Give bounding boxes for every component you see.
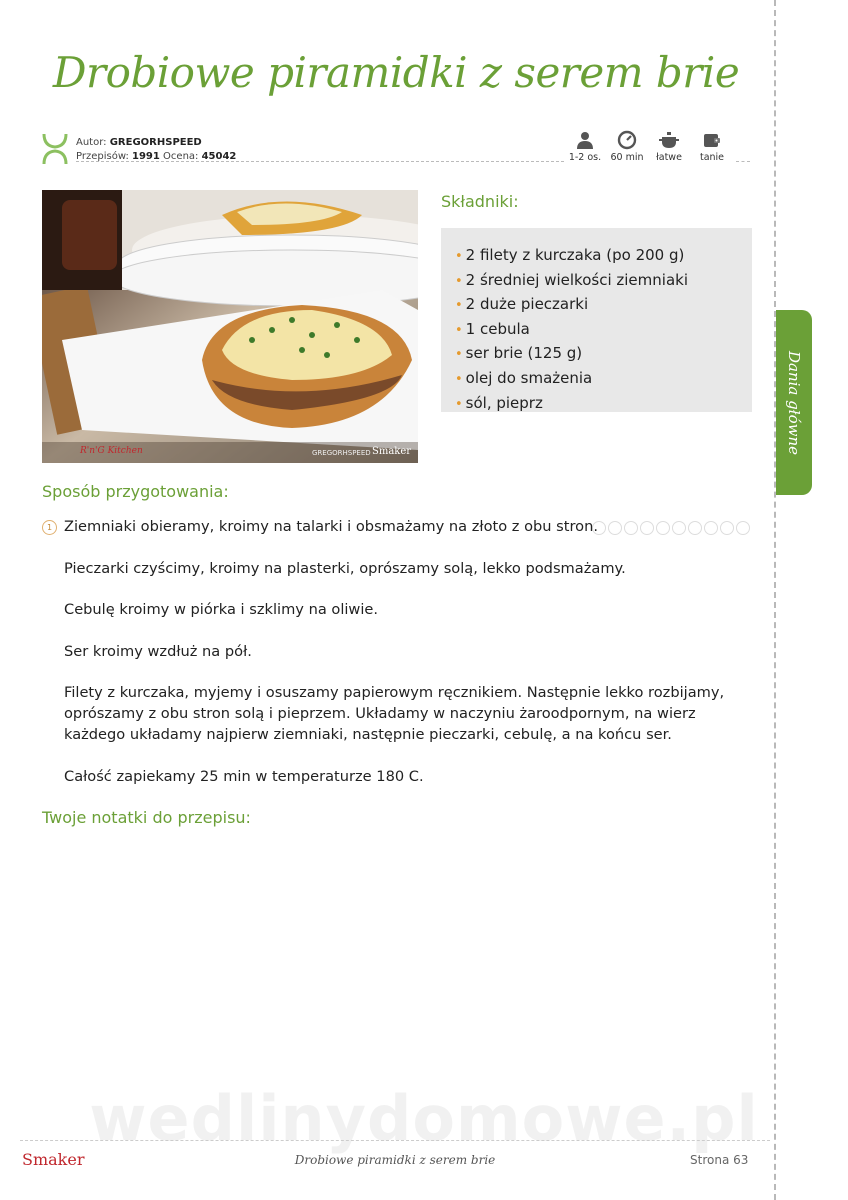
category-tab-label: Dania główne <box>785 350 803 455</box>
stat-servings <box>563 130 607 163</box>
bullet-icon: • <box>455 298 463 314</box>
step-paragraph: Ziemniaki obieramy, kroimy na talarki i obsmażamy na złoto z obu stron. <box>64 518 598 535</box>
watermark: wedlinydomowe.pl <box>89 1082 759 1155</box>
page-edge-dashed-line <box>774 0 776 1200</box>
stat-cost-label: tanie <box>699 152 725 163</box>
bullet-icon: • <box>455 396 463 412</box>
clock-icon <box>617 130 637 150</box>
footer-divider <box>20 1140 770 1141</box>
bullet-icon: • <box>455 249 463 264</box>
ingredients-heading: Składniki: <box>441 192 519 211</box>
bullet-icon: • <box>455 322 463 338</box>
recipes-count: 1991 <box>132 151 160 162</box>
photo-caption-brand: Smaker <box>372 446 412 457</box>
smaker-logo-icon <box>40 132 70 166</box>
wallet-icon <box>702 130 722 150</box>
recipe-title: Drobiowe piramidki z serem brie <box>52 48 740 97</box>
recipe-photo <box>42 190 418 463</box>
photo-caption-left: R'n'G Kitchen <box>80 446 143 456</box>
stat-difficulty <box>647 130 691 163</box>
pot-icon <box>659 130 679 150</box>
recipe-meta <box>40 130 752 170</box>
bullet-icon: • <box>455 273 463 289</box>
step-paragraph: Cebulę kroimy w piórka i szklimy na oliwie. <box>64 601 379 619</box>
stat-cost <box>690 130 734 163</box>
footer-page-number: Strona 63 <box>690 1153 749 1167</box>
ingredient-item: • 2 duże pieczarki <box>455 295 589 314</box>
preparation-steps <box>64 517 754 808</box>
step-paragraph: Pieczarki czyścimy, kroimy na plasterki, oprószamy solą, lekko podsmażamy. <box>64 559 626 577</box>
ingredient-item: • olej do smażenia <box>455 368 593 387</box>
bullet-icon: • <box>455 347 463 363</box>
ingredient-item: • 2 filety z kurczaka (po 200 g) <box>455 246 685 264</box>
photo-caption-author: GREGORHSPEED <box>312 449 371 457</box>
ingredient-item: • ser brie (125 g) <box>455 344 583 363</box>
author-label: Autor: <box>76 137 107 148</box>
step-paragraph: Filety z kurczaka, myjemy i osuszamy papierowym ręcznikiem. Następnie lekko rozbijamy, oprószamy z obu stron solą i pieprzem. Układamy w naczyniu żaroodpornym, na wierz każdego układamy najpierw ziemniaki, następnie pieczarki, cebulę, a na końcu ser. <box>64 684 725 743</box>
ingredient-item: • sól, pieprz <box>455 393 543 412</box>
ingredients-list <box>441 228 752 416</box>
rating-label: Ocena: <box>163 151 199 162</box>
ingredient-item: • 1 cebula <box>455 319 530 338</box>
rating-value: 45042 <box>201 151 237 162</box>
ingredient-item: • 2 średniej wielkości ziemniaki <box>455 270 688 289</box>
footer-recipe-title: Drobiowe piramidki z serem brie <box>294 1153 496 1167</box>
stat-servings-label: 1-2 os. <box>568 152 602 163</box>
person-icon <box>575 130 595 150</box>
recipe-stats <box>560 130 740 170</box>
step-number-badge: 1 <box>42 520 57 535</box>
stat-difficulty-label: łatwe <box>656 152 682 163</box>
meta-divider <box>76 161 564 162</box>
step-paragraph: Ser kroimy wzdłuż na pół. <box>64 642 252 660</box>
dish-image <box>42 190 418 463</box>
footer-brand-logo: Smaker <box>22 1150 85 1169</box>
preparation-heading: Sposób przygotowania: <box>42 482 229 501</box>
stat-time-label: 60 min <box>610 152 644 163</box>
bullet-icon: • <box>455 371 463 387</box>
ingredients-box <box>441 228 752 412</box>
stat-time <box>605 130 649 163</box>
author-info <box>76 136 236 164</box>
author-name[interactable]: GREGORHSPEED <box>109 137 202 148</box>
step-paragraph: Całość zapiekamy 25 min w temperaturze 180 C. <box>64 767 424 785</box>
recipes-label: Przepisów: <box>76 151 129 162</box>
notes-heading: Twoje notatki do przepisu: <box>42 808 251 827</box>
